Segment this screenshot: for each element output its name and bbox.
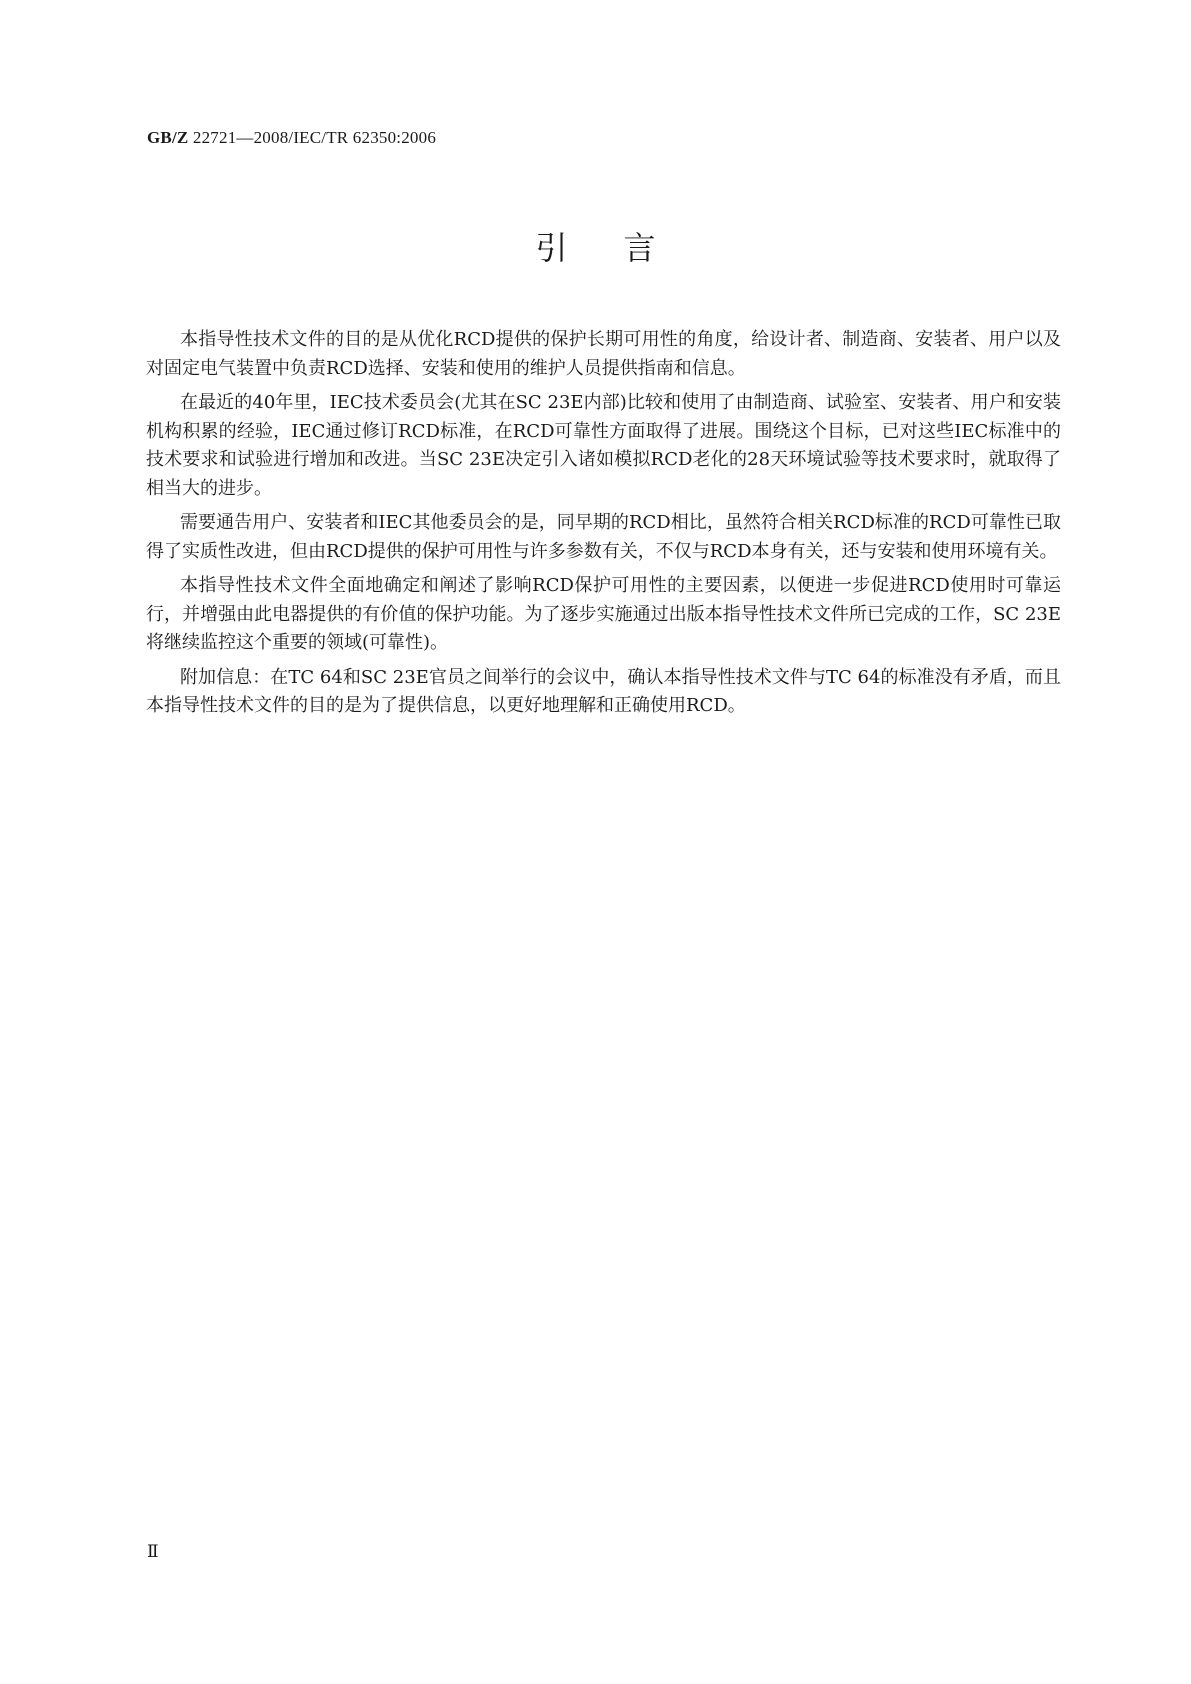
document-header [147, 128, 436, 148]
section-title: 引言 [535, 229, 712, 267]
paragraph-factors: 本指导性技术文件全面地确定和阐述了影响RCD保护可用性的主要因素，以便进一步促进RCD使用时可靠运行，并增强由此电器提供的有价值的保护功能。为了逐步实施通过出版本指导性技术文件所已完成的工作，SC 23E将继续监控这个重要的领域(可靠性)。 [146, 575, 1061, 653]
paragraph-purpose: 本指导性技术文件的目的是从优化RCD提供的保护长期可用性的角度，给设计者、制造商、安装者、用户以及对固定电气装置中负责RCD选择、安装和使用的维护人员提供指南和信息。 [146, 329, 1061, 379]
standard-code-prefix: GB/Z [147, 128, 189, 147]
standard-number: 22721—2008/IEC/TR 62350:2006 [192, 128, 437, 147]
paragraph-history: 在最近的40年里，IEC技术委员会(尤其在SC 23E内部)比较和使用了由制造商、试验室、安装者、用户和安装机构积累的经验，IEC通过修订RCD标准，在RCD可靠性方面取得了进展。围绕这个目标，已对这些IEC标准中的技术要求和试验进行增加和改进。当SC 23E决定引入诸如模拟RCD老化的28天环境试验等技术要求时，就取得了相当大的进步。 [146, 392, 1061, 499]
paragraph-notice: 需要通告用户、安装者和IEC其他委员会的是，同早期的RCD相比，虽然符合相关RCD标准的RCD可靠性已取得了实质性改进，但由RCD提供的保护可用性与许多参数有关，不仅与RCD本身有关，还与安装和使用环境有关。 [146, 512, 1061, 562]
introduction-body [146, 326, 1061, 727]
paragraph-additional-info: 附加信息：在TC 64和SC 23E官员之间举行的会议中，确认本指导性技术文件与TC 64的标准没有矛盾，而且本指导性技术文件的目的是为了提供信息，以更好地理解和正确使用RCD。 [146, 666, 1061, 716]
page-number: Ⅱ [147, 1542, 159, 1561]
